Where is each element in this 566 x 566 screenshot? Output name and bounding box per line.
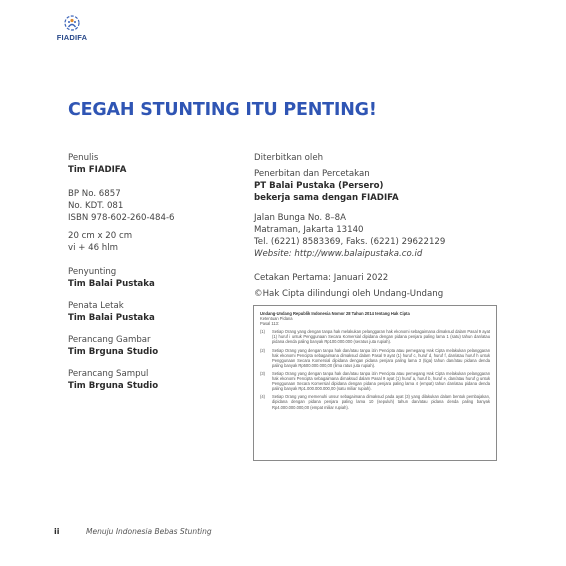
book-size: 20 cm x 20 cm — [68, 231, 133, 241]
law-item-text: Setiap Orang yang memenuhi unsur sebagaimana dimaksud pada ayat (3) yang dilakukan dalam bentuk pembajakan, dipidana dengan pidana penjara paling lama 10 (sepuluh) tahun dan/atau pidana denda paling banyak Rp4.000.000.000,00 (empat miliar rupiah). — [272, 394, 490, 410]
penyunting-label: Penyunting — [68, 267, 117, 277]
penata-letak-label: Penata Letak — [68, 301, 124, 311]
address-line-2: Matraman, Jakarta 13140 — [254, 225, 364, 235]
law-item — [260, 394, 490, 409]
kdt-number: No. KDT. 081 — [68, 201, 124, 211]
law-item-number: (1) — [260, 329, 266, 335]
diterbitkan-label: Diterbitkan oleh — [254, 153, 324, 163]
page-count: vi + 46 hlm — [68, 243, 119, 253]
isbn: ISBN 978-602-260-484-6 — [68, 213, 175, 223]
publisher-right-column — [254, 152, 524, 300]
law-subtitle: Ketentuan Pidana — [260, 316, 293, 322]
law-item-text: Setiap Orang yang dengan tanpa hak melakukan pelanggaran hak ekonomi sebagaimana dimaksud dalam Pasal 9 ayat (1) huruf i untuk Penggunaan Secara Komersial dipidana dengan pidana penjara paling lama 1 (satu) tahun dan/atau pidana denda paling banyak Rp100.000.000 (seratus juta rupiah). — [272, 329, 490, 345]
phone-fax: Tel. (6221) 8583369, Faks. (6221) 29622129 — [254, 237, 446, 247]
penata-letak-value: Tim Balai Pustaka — [68, 313, 155, 323]
partner-name: bekerja sama dengan FIADIFA — [254, 193, 399, 203]
law-item-text: Setiap Orang yang dengan tanpa hak dan/atau tanpa izin Pencipta atau pemegang Hak Cipta melakukan pelanggaran hak ekonomi Pencipta sebagaimana dimaksud dalam Pasal 9 ayat (1) huruf a, huruf b, huruf e, dan/atau huruf g untuk Penggunaan Secara Komersial dipidana dengan pidana penjara paling lama 4 (empat) tahun dan/atau pidana denda paling banyak Rp1.000.000.000,00 (satu miliar rupiah). — [272, 370, 490, 392]
publisher-logo — [56, 14, 88, 42]
page-title: CEGAH STUNTING ITU PENTING! — [68, 100, 377, 120]
penerbitan-label: Penerbitan dan Percetakan — [254, 169, 370, 179]
perancang-gambar-value: Tim Brguna Studio — [68, 347, 159, 357]
page-number: ii — [54, 527, 60, 536]
law-item-number: (4) — [260, 394, 266, 400]
law-item — [260, 348, 490, 368]
law-item — [260, 329, 490, 344]
copyright-notice: ©Hak Cipta dilindungi oleh Undang-Undang — [254, 289, 444, 299]
address-line-1: Jalan Bunga No. 8–8A — [254, 213, 346, 223]
penyunting-value: Tim Balai Pustaka — [68, 279, 155, 289]
footer-book-title: Menuju Indonesia Bebas Stunting — [86, 527, 212, 536]
perancang-sampul-value: Tim Brguna Studio — [68, 381, 159, 391]
law-item — [260, 371, 490, 391]
bp-number: BP No. 6857 — [68, 189, 121, 199]
law-item-number: (3) — [260, 370, 266, 376]
perancang-sampul-label: Perancang Sampul — [68, 369, 149, 379]
publisher-name: PT Balai Pustaka (Persero) — [254, 181, 384, 191]
law-pasal: Pasal 113: — [260, 321, 280, 327]
penulis-label: Penulis — [68, 153, 99, 163]
penulis-value: Tim FIADIFA — [68, 165, 127, 175]
law-title: Undang-Undang Republik Indonesia Nomor 28 Tahun 2014 tentang Hak Cipta — [260, 311, 410, 316]
credits-left-column — [68, 152, 238, 392]
page-footer — [54, 527, 212, 536]
copyright-law-box — [253, 305, 497, 461]
perancang-gambar-label: Perancang Gambar — [68, 335, 151, 345]
law-item-text: Setiap Orang yang dengan tanpa hak dan/atau tanpa izin Pencipta atau pemegang Hak Cipta melakukan pelanggaran hak ekonomi Pencipta sebagaimana dimaksud dalam Pasal 9 ayat (1) huruf c, huruf d, huruf f, dan/atau huruf h untuk Penggunaan Secara Komersial dipidana dengan pidana penjara paling lama 3 (tiga) tahun dan/atau pidana denda paling banyak Rp500.000.000,00 (lima ratus juta rupiah). — [272, 347, 490, 368]
law-item-number: (2) — [260, 347, 266, 353]
website: Website: http://www.balaipustaka.co.id — [254, 249, 423, 259]
logo-text: FIADIFA — [56, 33, 88, 42]
fiadifa-logo-icon — [62, 14, 82, 32]
first-print: Cetakan Pertama: Januari 2022 — [254, 273, 389, 283]
